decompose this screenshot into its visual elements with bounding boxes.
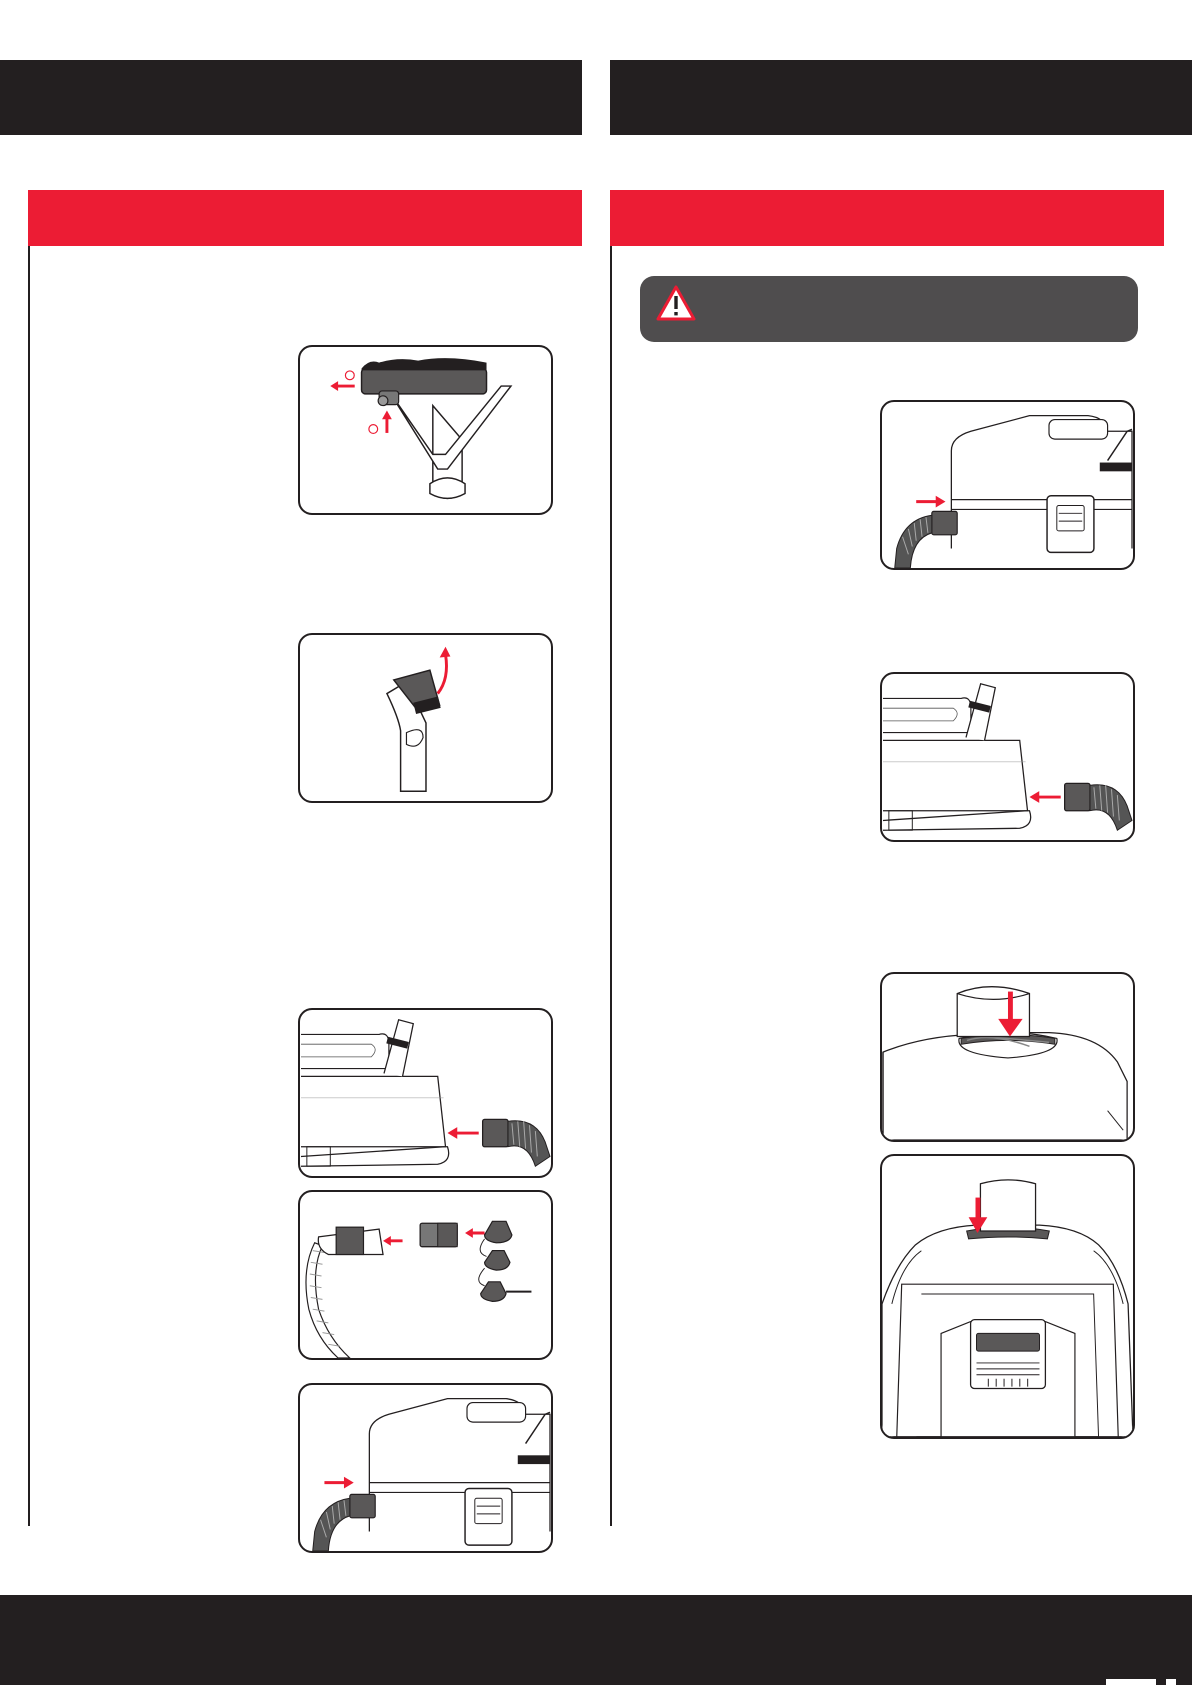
section-header-left <box>28 190 582 246</box>
blower-port-icon <box>882 674 1133 840</box>
inflator-nozzles-panel <box>298 1190 553 1360</box>
hose-into-blower-port-panel <box>298 1008 553 1178</box>
accessory-storage-top-panel <box>880 972 1135 1142</box>
footer-tab-mark-small <box>1166 1679 1176 1685</box>
warning-box <box>640 276 1138 342</box>
header-bar-right <box>610 60 1192 135</box>
accessory-storage-front-panel <box>880 1154 1135 1439</box>
blower-port-icon <box>300 1010 551 1176</box>
accessory-storage-icon <box>882 974 1133 1140</box>
crevice-tool-icon <box>300 635 551 801</box>
inflator-nozzle-icon <box>300 1192 551 1358</box>
section-header-right <box>610 190 1164 246</box>
column-rule-left <box>28 246 30 1526</box>
header-bar-left <box>0 60 582 135</box>
vacuum-inlet-icon <box>300 1385 551 1551</box>
hose-into-inlet-panel <box>298 1383 553 1553</box>
accessory-storage-icon <box>882 1156 1133 1437</box>
dusting-brush-release-panel <box>298 345 553 515</box>
warning-triangle-icon <box>656 284 696 322</box>
dusting-brush-icon <box>300 347 551 513</box>
hose-into-blower-port-panel-right <box>880 672 1135 842</box>
vacuum-inlet-icon <box>882 402 1133 568</box>
footer-bar <box>0 1595 1192 1685</box>
footer-tab-mark <box>1106 1679 1156 1685</box>
crevice-brush-rotate-panel <box>298 633 553 803</box>
hose-into-inlet-panel-right <box>880 400 1135 570</box>
column-rule-right <box>610 246 612 1526</box>
